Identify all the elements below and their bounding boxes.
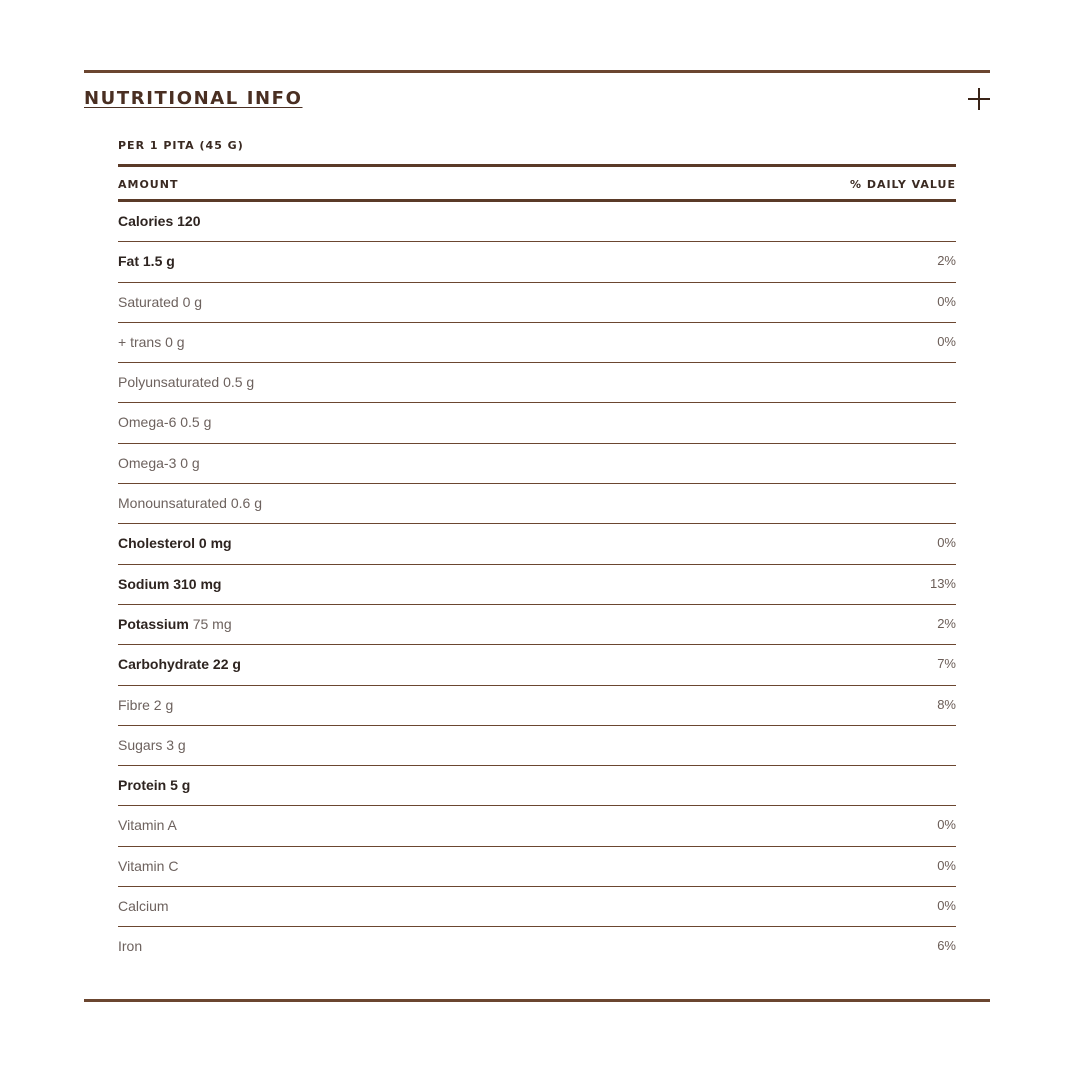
table-row bbox=[118, 726, 956, 766]
table-row bbox=[118, 283, 956, 323]
daily-value: 0% bbox=[937, 898, 956, 914]
table-row bbox=[118, 403, 956, 443]
nutrient-label: + trans 0 g bbox=[118, 333, 185, 350]
nutrition-table bbox=[118, 134, 956, 968]
nutrient-label-amount: 75 mg bbox=[188, 615, 232, 632]
nutrient-label: Vitamin A bbox=[118, 817, 177, 834]
amount-column-header: AMOUNT bbox=[118, 178, 179, 191]
nutrient-label: Fat 1.5 g bbox=[118, 253, 175, 270]
table-row bbox=[118, 605, 956, 645]
nutrient-label: Fibre 2 g bbox=[118, 696, 174, 713]
daily-value-column-header: % DAILY VALUE bbox=[849, 178, 956, 191]
nutrient-label: Omega-3 0 g bbox=[118, 454, 200, 471]
daily-value: 13% bbox=[929, 575, 956, 591]
table-row bbox=[118, 565, 956, 605]
nutrient-label: Sugars 3 g bbox=[118, 736, 186, 753]
daily-value: 0% bbox=[937, 535, 956, 551]
table-row bbox=[118, 847, 956, 887]
table-row bbox=[118, 887, 956, 927]
nutrient-label: Cholesterol 0 mg bbox=[118, 535, 232, 552]
daily-value: 8% bbox=[937, 696, 956, 712]
table-row bbox=[118, 927, 956, 967]
table-row bbox=[118, 444, 956, 484]
nutrient-label: Iron bbox=[118, 938, 143, 955]
nutrient-label: Calories 120 bbox=[118, 213, 201, 229]
nutrient-label: Omega-6 0.5 g bbox=[118, 414, 212, 431]
nutrient-label: Vitamin C bbox=[118, 857, 179, 874]
nutrient-label: Sodium 310 mg bbox=[118, 575, 222, 592]
daily-value: 7% bbox=[937, 656, 956, 672]
table-row bbox=[118, 202, 956, 242]
nutrient-label: Protein 5 g bbox=[118, 777, 191, 794]
daily-value: 0% bbox=[937, 857, 956, 873]
table-row bbox=[118, 242, 956, 282]
nutrient-label: Carbohydrate 22 g bbox=[118, 656, 241, 673]
table-row bbox=[118, 645, 956, 685]
serving-size: PER 1 PITA (45 G) bbox=[118, 139, 244, 152]
table-row bbox=[118, 323, 956, 363]
nutrient-label-name: Potassium bbox=[118, 615, 189, 632]
table-row bbox=[118, 686, 956, 726]
daily-value: 0% bbox=[937, 293, 956, 309]
plus-icon[interactable] bbox=[966, 86, 992, 112]
daily-value: 6% bbox=[937, 938, 956, 954]
daily-value: 0% bbox=[937, 333, 956, 349]
table-header bbox=[118, 164, 956, 202]
top-divider bbox=[84, 70, 990, 73]
nutrient-label: Calcium bbox=[118, 898, 169, 915]
nutritional-info-panel bbox=[84, 70, 990, 1002]
table-row bbox=[118, 524, 956, 564]
table-row bbox=[118, 484, 956, 524]
bottom-divider bbox=[84, 999, 990, 1002]
nutrient-label bbox=[118, 616, 232, 632]
table-row bbox=[118, 363, 956, 403]
daily-value: 2% bbox=[937, 615, 956, 631]
daily-value: 2% bbox=[937, 253, 956, 269]
table-row bbox=[118, 766, 956, 806]
accordion-header[interactable] bbox=[84, 84, 990, 116]
nutrient-label: Monounsaturated 0.6 g bbox=[118, 495, 262, 512]
table-row bbox=[118, 806, 956, 846]
section-title[interactable]: NUTRITIONAL INFO bbox=[84, 88, 303, 109]
nutrient-label: Polyunsaturated 0.5 g bbox=[118, 374, 255, 391]
daily-value: 0% bbox=[937, 817, 956, 833]
nutrient-label: Saturated 0 g bbox=[118, 293, 203, 310]
